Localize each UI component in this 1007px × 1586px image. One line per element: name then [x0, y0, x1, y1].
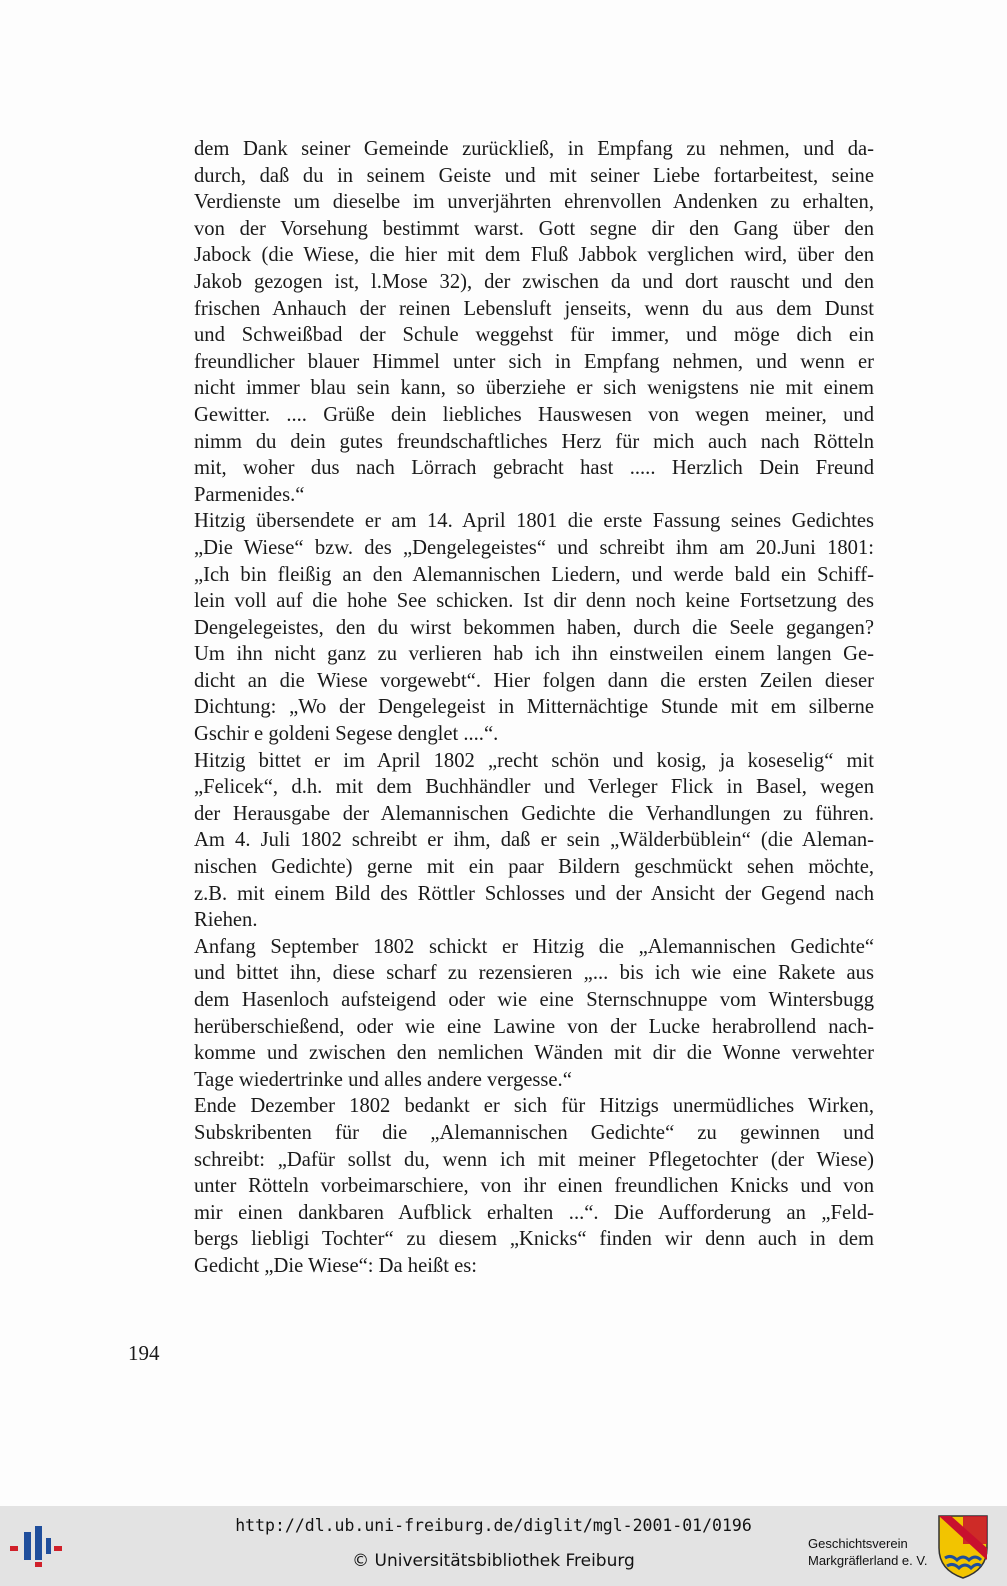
text-line: Dichtung: „Wo der Dengelegeist in Mitternächtige Stunde mit em silberne	[194, 696, 874, 719]
text-line: Verdienste um dieselbe im unverjährten ehrenvollen Andenken zu erhalten,	[194, 191, 874, 214]
text-line: Parmenides.“	[194, 483, 305, 506]
text-line: Gschir e goldeni Segese denglet ....“.	[194, 723, 499, 746]
text-line: „Die Wiese“ bzw. des „Dengelegeistes“ und schreibt ihm am 20.Juni 1801:	[194, 536, 874, 559]
body-text	[194, 136, 874, 1280]
text-line: nischen Gedichte) gerne mit ein paar Bildern geschmückt sehen möchte,	[194, 856, 874, 879]
text-line: dem Hasenloch aufsteigend oder wie eine Sternschnuppe vom Wintersbugg	[194, 989, 874, 1011]
page-number: 194	[128, 1341, 160, 1365]
text-line: Um ihn nicht ganz zu verlieren hab ich ihn einstweilen einem langen Ge-	[194, 643, 874, 666]
text-line: durch, daß du in seinem Geiste und mit seiner Liebe fortarbeitest, seine	[194, 164, 874, 187]
coat-of-arms-icon	[937, 1514, 989, 1580]
text-line: mir einen dankbaren Aufblick erhalten ...“. Die Aufforderung an „Feld-	[194, 1201, 874, 1224]
society-name-line1: Geschichtsverein	[808, 1536, 908, 1551]
text-line: Jakob gezogen ist, l.Mose 32), der zwischen da und dort rauscht und den	[194, 270, 874, 293]
text-line: Riehen.	[194, 909, 258, 932]
text-line: Jabock (die Wiese, die hier mit dem Fluß Jabbok verglichen wird, über den	[194, 244, 874, 267]
text-line: „Ich bin fleißig an den Alemannischen Liedern, und werde bald ein Schiff-	[194, 563, 874, 586]
text-line: Hitzig übersendete er am 14. April 1801 die erste Fassung seines Gedichtes	[194, 510, 874, 533]
text-line: schreibt: „Dafür sollst du, wenn ich mit meiner Pflegetochter (der Wiese)	[194, 1148, 874, 1171]
text-line: komme und zwischen den nemlichen Wänden mit dir die Wonne verwehter	[194, 1042, 874, 1065]
text-line: der Herausgabe der Alemannischen Gedichte die Verhandlungen zu führen.	[194, 802, 874, 825]
text-line: frischen Anhauch der reinen Lebensluft jenseits, wenn du aus dem Dunst	[194, 297, 874, 320]
text-line: und Schweißbad der Schule weggehst für immer, und möge dich ein	[194, 324, 874, 347]
text-line: Hitzig bittet er im April 1802 „recht schön und kosig, ja koseselig“ mit	[194, 749, 874, 772]
text-line: Am 4. Juli 1802 schreibt er ihm, daß er sein „Wälderbüblein“ (die Aleman-	[194, 829, 874, 852]
footer-bar	[0, 1506, 1007, 1586]
text-line: bergs liebligi Tochter“ zu diesem „Knicks“ finden wir denn auch in dem	[194, 1228, 874, 1251]
text-line: herüberschießend, oder wie eine Lawine von der Lucke herabrollend nach-	[194, 1015, 874, 1038]
text-line: z.B. mit einem Bild des Röttler Schlosses und der Ansicht der Gegend nach	[194, 882, 874, 905]
text-line: nicht immer blau sein kann, so überziehe er sich wenigstens nie mit einem	[194, 377, 874, 400]
text-line: von der Vorsehung bestimmt warst. Gott segne dir den Gang über den	[194, 217, 874, 240]
text-line: unter Rötteln vorbeimarschiere, von ihr einen freundlichen Knicks und von	[194, 1175, 874, 1198]
text-line: Tage wiedertrinke und alles andere vergesse.“	[194, 1068, 572, 1091]
text-line: Gedicht „Die Wiese“: Da heißt es:	[194, 1254, 477, 1277]
text-line: mit, woher dus nach Lörrach gebracht hast ..... Herzlich Dein Freund	[194, 457, 874, 480]
text-line: nimm du dein gutes freundschaftliches Herz für mich auch nach Rötteln	[194, 430, 874, 453]
text-line: Anfang September 1802 schickt er Hitzig die „Alemannischen Gedichte“	[194, 935, 874, 958]
text-line: und bittet ihn, diese scharf zu rezensieren „... bis ich wie eine Rakete aus	[194, 962, 874, 985]
text-line: freundlicher blauer Himmel unter sich in Empfang nehmen, und wenn er	[194, 350, 874, 373]
footer-url[interactable]: http://dl.ub.uni-freiburg.de/diglit/mgl-2001-01/0196	[235, 1516, 752, 1535]
society-name	[808, 1535, 936, 1569]
text-line: Gewitter. .... Grüße dein liebliches Hauswesen von wegen meiner, und	[194, 403, 874, 426]
text-line: Ende Dezember 1802 bedankt er sich für Hitzigs unermüdliches Wirken,	[194, 1095, 874, 1118]
society-name-line2: Markgräflerland e. V.	[808, 1553, 928, 1568]
text-line: dicht an die Wiese vorgewebt“. Hier folgen dann die ersten Zeilen dieser	[194, 669, 874, 692]
text-line: Dengelegeistes, den du wirst bekommen haben, durch die Seele gegangen?	[194, 616, 874, 639]
text-line: lein voll auf die hohe See schicken. Ist dir denn noch keine Fortsetzung des	[194, 590, 874, 613]
footer-copyright: © Universitätsbibliothek Freiburg	[352, 1551, 635, 1571]
text-line: dem Dank seiner Gemeinde zurückließ, in Empfang zu nehmen, und da-	[194, 138, 874, 160]
text-line: „Felicek“, d.h. mit dem Buchhändler und Verleger Flick in Basel, wegen	[194, 776, 874, 799]
text-line: Subskribenten für die „Alemannischen Gedichte“ zu gewinnen und	[194, 1121, 874, 1144]
